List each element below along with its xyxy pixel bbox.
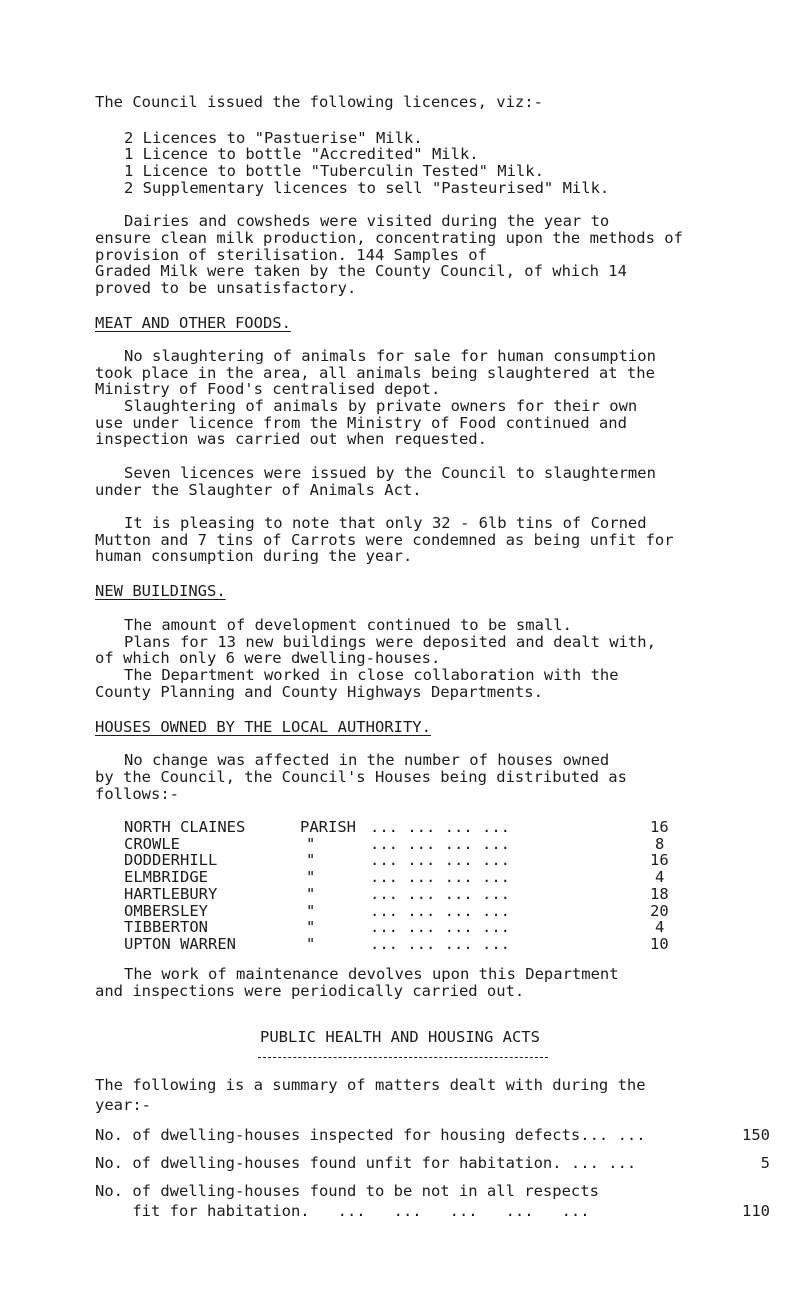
licence-item: 2 Licences to "Pastuerise" Milk. — [124, 128, 423, 147]
new-buildings-text: The amount of development continued to be small. — [124, 615, 572, 634]
meat-text: human consumption during the year. — [95, 547, 413, 566]
table-row — [0, 934, 800, 956]
houses-heading: HOUSES OWNED BY THE LOCAL AUTHORITY. — [95, 717, 431, 736]
dairies-text: Graded Milk were taken by the County Council, of which 14 — [95, 262, 627, 281]
licence-item: 1 Licence to bottle "Tuberculin Tested" Milk. — [124, 162, 544, 181]
parish-label: " — [306, 935, 316, 954]
parish-name: NORTH CLAINES — [124, 818, 246, 837]
dairies-text: Dairies and cowsheds were visited during the year to — [124, 212, 610, 231]
dairies-text: provision of sterilisation. 144 Samples of — [95, 245, 487, 264]
heading-rule — [258, 1057, 548, 1058]
meat-text: Slaughtering of animals by private owners for their own — [124, 397, 638, 415]
summary-item: No. of dwelling-houses inspected for housing defects... ... — [95, 1126, 646, 1145]
house-count: 20 — [650, 901, 669, 920]
dot-leader: ... ... ... ... — [370, 834, 510, 853]
new-buildings-heading: NEW BUILDINGS. — [95, 582, 226, 601]
summary-item: fit for habitation. ... ... ... ... ... — [95, 1202, 590, 1221]
dot-leader: ... ... ... ... — [370, 851, 510, 870]
parish-label: " — [306, 884, 316, 903]
parish-label: PARISH — [300, 818, 356, 837]
parish-name: DODDERHILL — [124, 851, 218, 870]
parish-label: " — [306, 868, 316, 887]
summary-item: No. of dwelling-houses found unfit for habitation. ... ... — [95, 1154, 637, 1173]
parish-name: OMBERSLEY — [124, 901, 208, 920]
meat-text: inspection was carried out when requested. — [95, 430, 487, 449]
parish-label: " — [306, 851, 316, 870]
summary-item: No. of dwelling-houses found to be not in all respects — [95, 1182, 599, 1201]
acts-text: year:- — [95, 1096, 151, 1115]
parish-name: ELMBRIDGE — [124, 868, 208, 887]
meat-text: Ministry of Food's centralised depot. — [95, 380, 441, 399]
summary-value: 150 — [742, 1126, 770, 1145]
meat-heading: MEAT AND OTHER FOODS. — [95, 314, 291, 333]
acts-heading: PUBLIC HEALTH AND HOUSING ACTS — [260, 1028, 540, 1047]
houses-text: follows:- — [95, 784, 179, 803]
dot-leader: ... ... ... ... — [370, 935, 510, 954]
house-count: 16 — [650, 851, 669, 870]
houses-text: by the Council, the Council's Houses being distributed as — [95, 767, 627, 786]
dairies-text: proved to be unsatisfactory. — [95, 279, 357, 298]
dot-leader: ... ... ... ... — [370, 918, 510, 937]
parish-label: " — [306, 834, 316, 853]
parish-label: " — [306, 918, 316, 937]
acts-text: The following is a summary of matters dealt with during the — [95, 1076, 646, 1095]
meat-text: use under licence from the Ministry of Food continued and — [95, 413, 627, 432]
intro-text: The Council issued the following licences, viz:- — [95, 93, 543, 111]
new-buildings-text: The Department worked in close collaboration with the — [124, 666, 619, 685]
new-buildings-text: County Planning and County Highways Departments. — [95, 682, 543, 701]
house-count: 4 — [655, 918, 665, 937]
maintenance-text: and inspections were periodically carried out. — [95, 982, 525, 1001]
summary-value: 5 — [760, 1154, 770, 1173]
dot-leader: ... ... ... ... — [370, 901, 510, 920]
parish-name: UPTON WARREN — [124, 935, 236, 954]
licence-item: 1 Licence to bottle "Accredited" Milk. — [124, 145, 479, 164]
parish-name: TIBBERTON — [124, 918, 208, 937]
house-count: 18 — [650, 884, 669, 903]
dot-leader: ... ... ... ... — [370, 868, 510, 887]
new-buildings-text: of which only 6 were dwelling-houses. — [95, 649, 441, 668]
summary-value: 110 — [742, 1202, 770, 1221]
dot-leader: ... ... ... ... — [370, 818, 510, 837]
parish-name: HARTLEBURY — [124, 884, 218, 903]
parish-name: CROWLE — [124, 834, 180, 853]
houses-text: No change was affected in the number of houses owned — [124, 751, 610, 770]
house-count: 8 — [655, 834, 665, 853]
dairies-text: ensure clean milk production, concentrating upon the methods of — [95, 229, 683, 248]
meat-text: under the Slaughter of Animals Act. — [95, 480, 422, 499]
parish-label: " — [306, 901, 316, 920]
maintenance-text: The work of maintenance devolves upon this Department — [124, 965, 619, 984]
meat-text: Seven licences were issued by the Council to slaughtermen — [124, 463, 656, 482]
meat-text: It is pleasing to note that only 32 - 6lb tins of Corned — [124, 514, 647, 533]
new-buildings-text: Plans for 13 new buildings were deposited and dealt with, — [124, 632, 656, 651]
house-count: 10 — [650, 935, 669, 954]
meat-text: No slaughtering of animals for sale for human consumption — [124, 346, 656, 365]
licence-item: 2 Supplementary licences to sell "Pasteurised" Milk. — [124, 178, 610, 197]
meat-text: Mutton and 7 tins of Carrots were condemned as being unfit for — [95, 530, 674, 549]
house-count: 4 — [655, 868, 665, 887]
dot-leader: ... ... ... ... — [370, 884, 510, 903]
house-count: 16 — [650, 818, 669, 837]
meat-text: took place in the area, all animals being slaughtered at the — [95, 363, 655, 382]
